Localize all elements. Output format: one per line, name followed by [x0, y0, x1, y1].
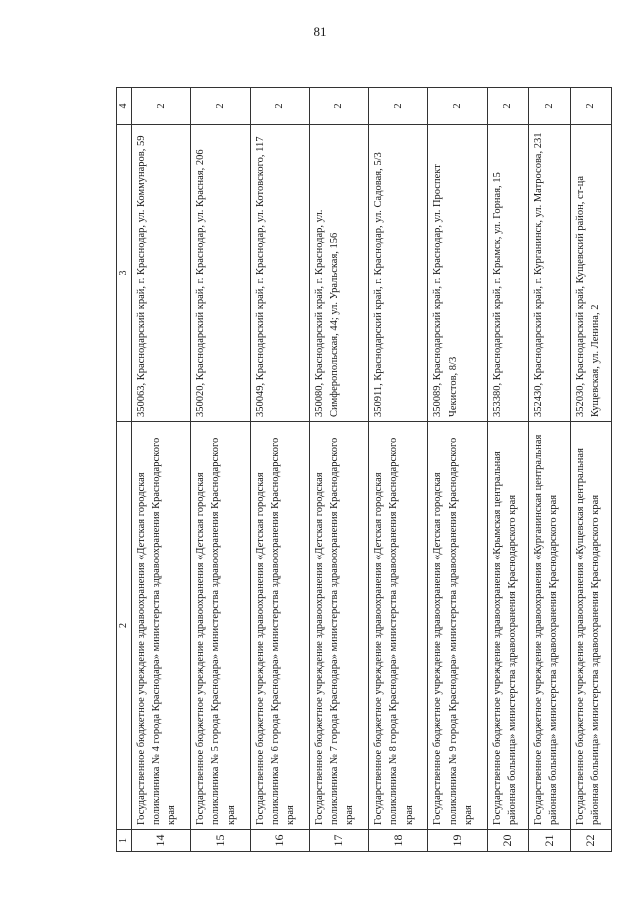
table-header-row	[117, 88, 132, 852]
row-number: 21	[529, 830, 570, 852]
row-number: 16	[250, 830, 309, 852]
table-row	[132, 88, 191, 852]
column-header: 2	[117, 422, 132, 830]
institution-name: Государственное бюджетное учреждение здравоохранения «Детская городская поликлиника № 6 города Краснодара» министерства здравоохранения Краснодарского края	[250, 422, 309, 830]
institution-address: 352030, Краснодарский край, Кущевский район, ст-ца Кущевская, ул. Ленина, 2	[570, 125, 612, 422]
institution-address: 350049, Краснодарский край, г. Краснодар, ул. Котовского, 117	[250, 125, 309, 422]
quantity-value: 2	[191, 88, 250, 125]
document-table	[116, 87, 612, 852]
row-number: 22	[570, 830, 612, 852]
institution-address: 350089, Краснодарский край, г. Краснодар, ул. Проспект Чекистов, 8/3	[428, 125, 487, 422]
institution-address: 350063, Краснодарский край, г. Краснодар, ул. Коммунаров, 59	[132, 125, 191, 422]
quantity-value: 2	[487, 88, 528, 125]
quantity-value: 2	[529, 88, 570, 125]
rotated-table-container	[116, 88, 612, 852]
institution-name: Государственное бюджетное учреждение здравоохранения «Кущевская центральная районная больница» министерства здравоохранения Краснодарского края	[570, 422, 612, 830]
institution-address: 352430, Краснодарский край, г. Курганинск, ул. Матросова, 231	[529, 125, 570, 422]
quantity-value: 2	[570, 88, 612, 125]
quantity-value: 2	[132, 88, 191, 125]
row-number: 14	[132, 830, 191, 852]
quantity-value: 2	[250, 88, 309, 125]
table-row	[529, 88, 570, 852]
institution-name: Государственное бюджетное учреждение здравоохранения «Детская городская поликлиника № 5 города Краснодара» министерства здравоохранения Краснодарского края	[191, 422, 250, 830]
table-row	[250, 88, 309, 852]
table-row	[487, 88, 528, 852]
institution-name: Государственное бюджетное учреждение здравоохранения «Детская городская поликлиника № 7 города Краснодара» министерства здравоохранения Краснодарского края	[309, 422, 368, 830]
page-number: 81	[313, 24, 327, 39]
institution-address: 350080, Краснодарский край, г. Краснодар, ул. Симферопольская, 44; ул. Уральская, 156	[309, 125, 368, 422]
row-number: 17	[309, 830, 368, 852]
column-header: 4	[117, 88, 132, 125]
quantity-value: 2	[428, 88, 487, 125]
table-row	[570, 88, 612, 852]
institution-address: 353380, Краснодарский край, г. Крымск, ул. Горная, 15	[487, 125, 528, 422]
row-number: 20	[487, 830, 528, 852]
table-row	[191, 88, 250, 852]
institution-name: Государственное бюджетное учреждение здравоохранения «Крымская центральная районная больница» министерства здравоохранения Краснодарского края	[487, 422, 528, 830]
row-number: 19	[428, 830, 487, 852]
column-header: 1	[117, 830, 132, 852]
quantity-value: 2	[309, 88, 368, 125]
institution-name: Государственное бюджетное учреждение здравоохранения «Детская городская поликлиника № 8 города Краснодара» министерства здравоохранения Краснодарского края	[369, 422, 428, 830]
institution-address: 350020, Краснодарский край, г. Краснодар, ул. Красная, 206	[191, 125, 250, 422]
institution-name: Государственное бюджетное учреждение здравоохранения «Курганинская центральная районная больница» министерства здравоохранения Краснодарского края	[529, 422, 570, 830]
institution-name: Государственное бюджетное учреждение здравоохранения «Детская городская поликлиника № 9 города Краснодара» министерства здравоохранения Краснодарского края	[428, 422, 487, 830]
row-number: 18	[369, 830, 428, 852]
row-number: 15	[191, 830, 250, 852]
column-header: 3	[117, 125, 132, 422]
institution-address: 350911, Краснодарский край, г. Краснодар, ул. Садовая, 5/3	[369, 125, 428, 422]
table-row	[428, 88, 487, 852]
table-row	[369, 88, 428, 852]
institution-name: Государственное бюджетное учреждение здравоохранения «Детская городская поликлиника № 4 города Краснодара» министерства здравоохранения Краснодарского края	[132, 422, 191, 830]
quantity-value: 2	[369, 88, 428, 125]
table-row	[309, 88, 368, 852]
